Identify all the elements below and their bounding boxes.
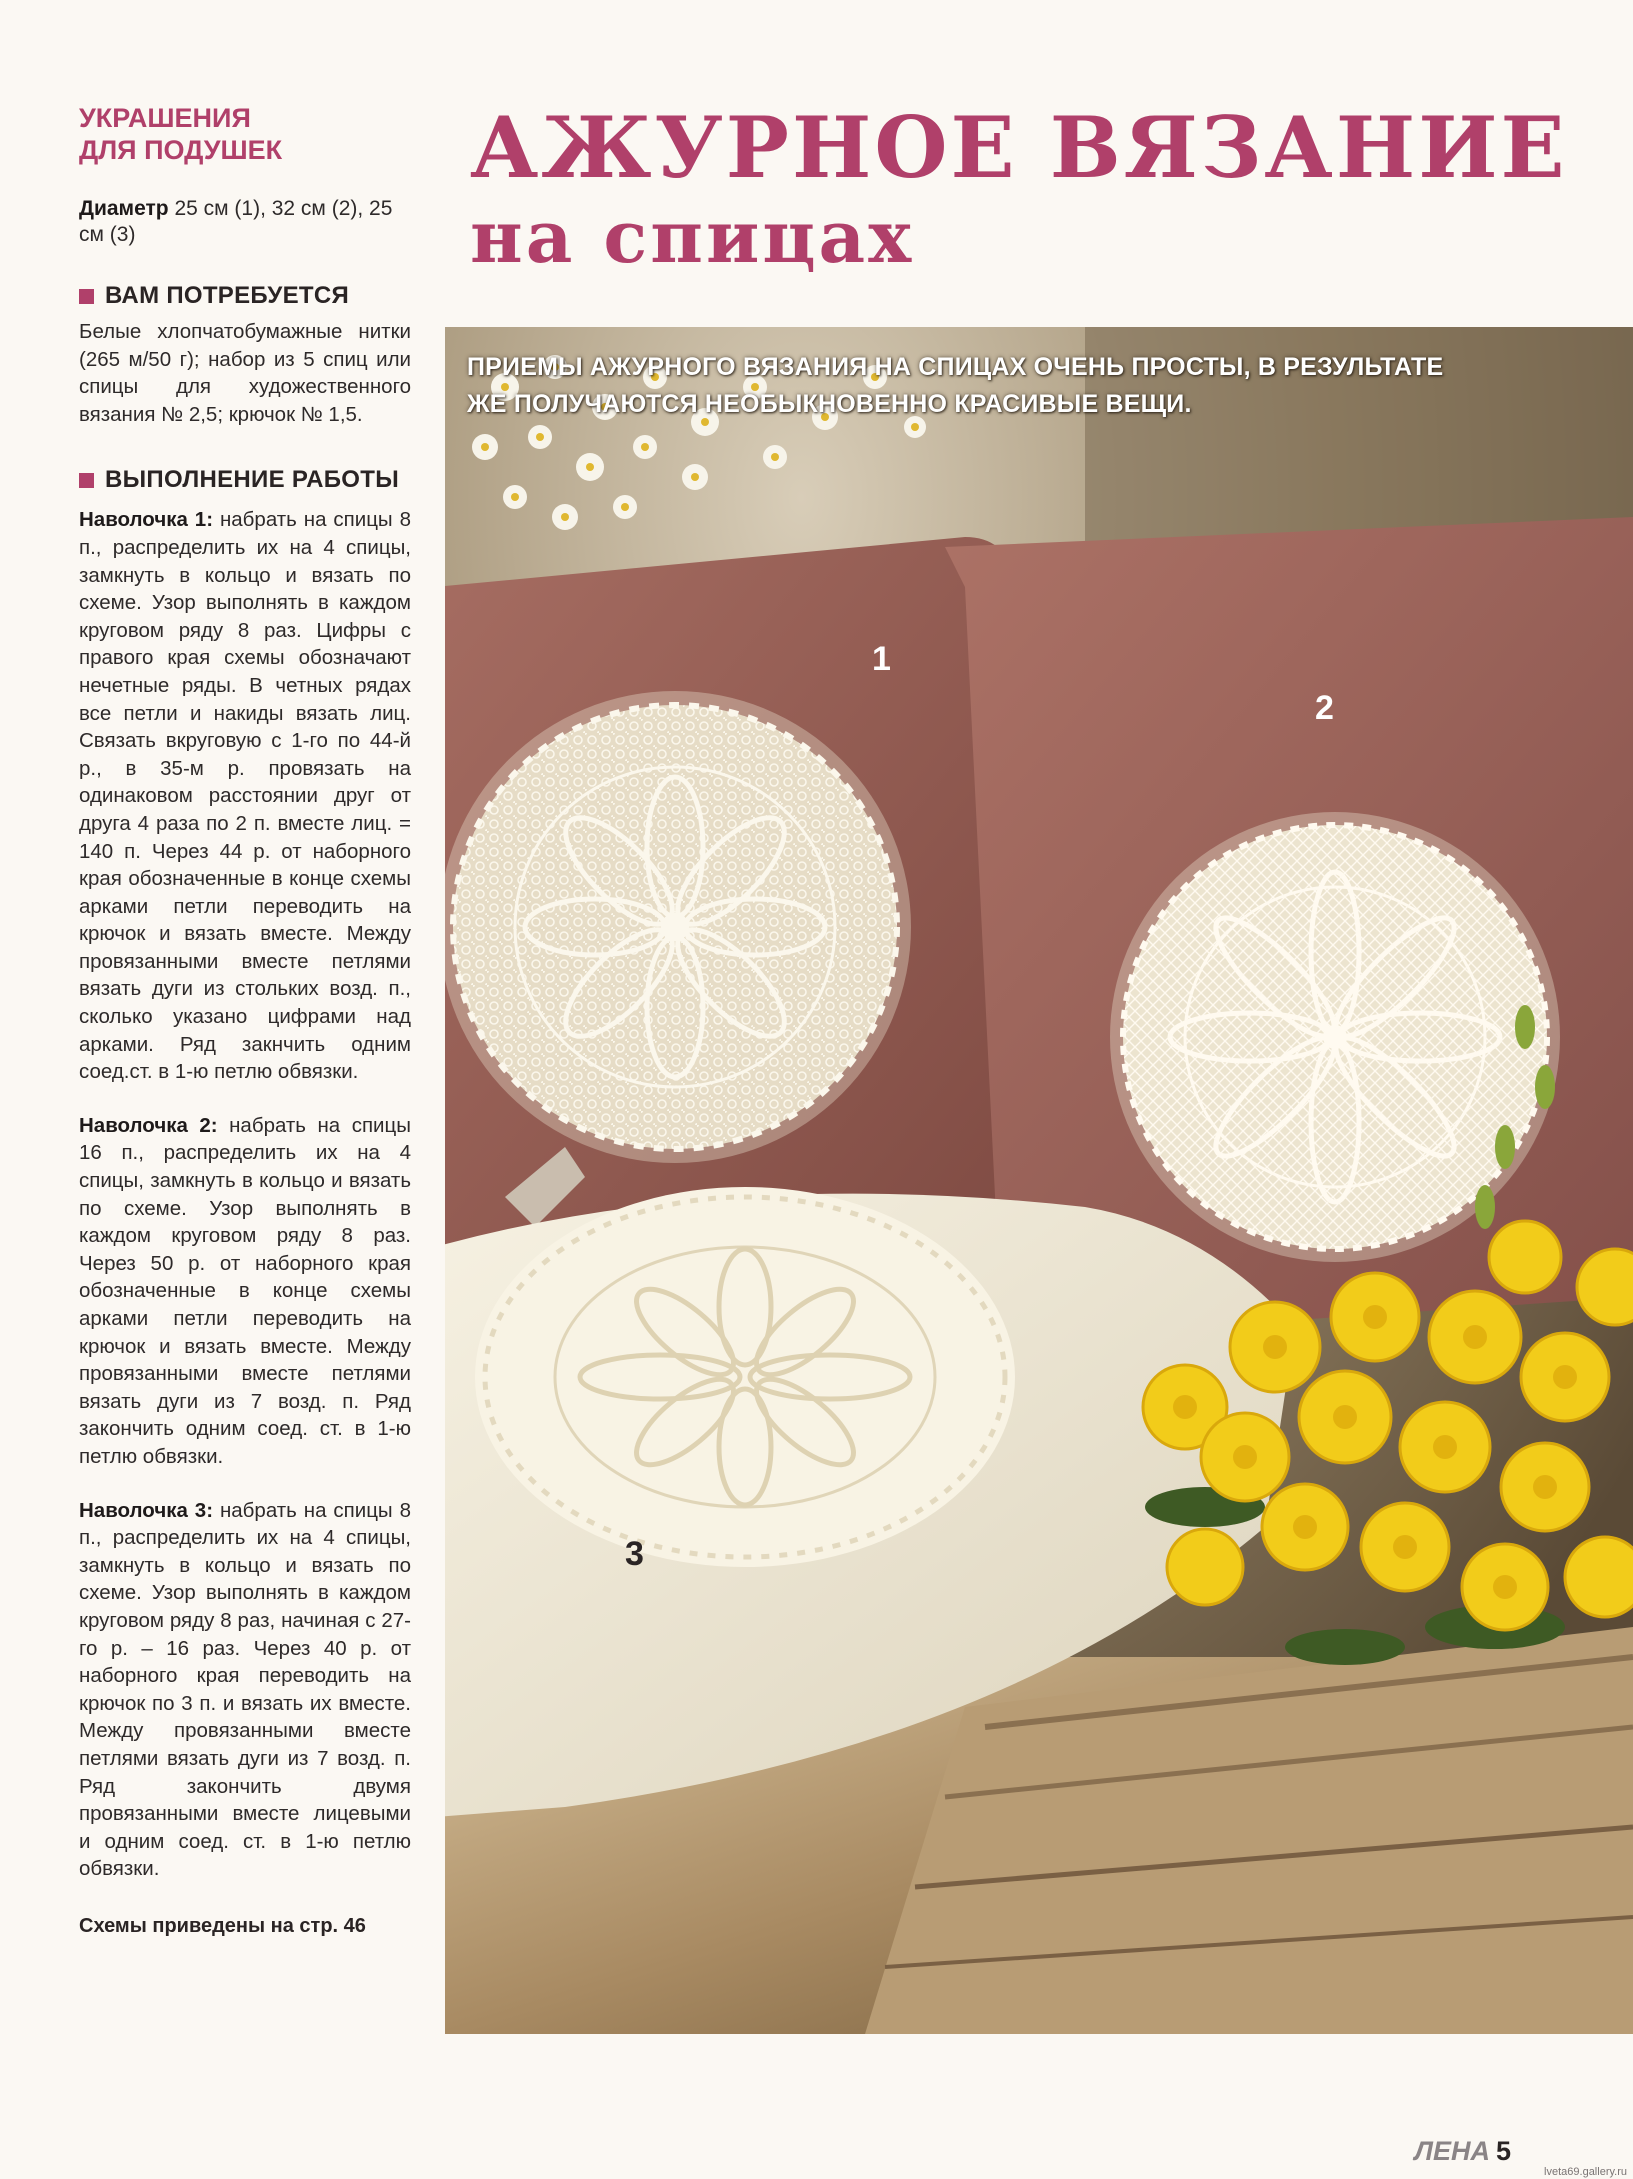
lead-text [467, 349, 1567, 423]
doily-3 [475, 1187, 1015, 1567]
pillow-number-1: 1 [872, 640, 891, 678]
section-label [79, 102, 411, 166]
image-credit: lveta69.gallery.ru [1544, 2166, 1627, 2178]
instruction-label: Наволочка 2: [79, 1113, 218, 1137]
photo-illustration [445, 327, 1633, 2034]
magazine-name: ЛЕНА [1414, 2136, 1490, 2166]
instruction-text: набрать на спицы 8 п., распределить их на 4 спицы, замкнуть в кольцо и вязать по схеме. Узор выполнять в каждом круговом ряду 8 раз, начиная с 27-го р. – 16 раз. Через 40 р. от наборного края переводить на крючок по 3 п. и вязать их вместе. Между провязанными вместе петлями вязать дуги из 7 возд. п. Ряд закончить двумя провязанными вместе лицевыми и одним соед. ст. в 1-ю петлю обвязки. [79, 1498, 411, 1881]
instruction-pillowcase-2 [79, 1112, 411, 1471]
schemes-note: Схемы приведены на стр. 46 [79, 1914, 366, 1937]
diameter-values: 25 см (1), 32 см (2), 25 см (3) [79, 197, 393, 246]
diameter-label: Диаметр [79, 197, 169, 220]
square-bullet-icon [79, 289, 94, 304]
instruction-pillowcase-1 [79, 506, 411, 1085]
diameter-info [79, 196, 411, 248]
pillow-number-2: 2 [1315, 689, 1334, 727]
work-heading-text: ВЫПОЛНЕНИЕ РАБОТЫ [105, 466, 399, 494]
materials-text: Белые хлопчатобумажные нитки (265 м/50 г); набор из 5 спиц или спицы для художественного вязания № 2,5; крючок № 1,5. [79, 320, 411, 426]
instruction-label: Наволочка 1: [79, 508, 214, 532]
section-label-line1: УКРАШЕНИЯ [79, 103, 251, 133]
lead-line2: ЖЕ ПОЛУЧАЮТСЯ НЕОБЫКНОВЕННО КРАСИВЫЕ ВЕЩИ. [467, 390, 1192, 418]
square-bullet-icon [79, 473, 94, 488]
materials-heading-text: ВАМ ПОТРЕБУЕТСЯ [105, 282, 350, 309]
text-column [79, 102, 411, 1939]
title-line2: на спицах [470, 194, 915, 279]
page-footer [1414, 2136, 1511, 2167]
title-line1: АЖУРНОЕ ВЯЗАНИЕ [470, 98, 1568, 197]
instruction-text: набрать на спицы 8 п., распределить их на 4 спицы, замкнуть в кольцо и вязать по схеме. Узор выполнять в каждом круговом ряду 8 раз. Цифры с правого края схемы обозначают нечетные ряды. В четных рядах все петли и накиды вязать лиц. Связать вкруговую с 1-го по 44-й р., в 35-м р. провязать на одинаковом расстоянии друг от друга 4 раза по 2 п. вместе лиц. = 140 п. Через 44 р. от наборного края обозначенные в конце схемы арками петли переводить на крючок и вязать вместе. Между провязанными вместе петлями вязать дуги из стольких возд. п., сколько указано цифрами над арками. Ряд закнчить одним соед.ст. в 1-ю петлю обвязки. [79, 508, 411, 1084]
section-label-line2: ДЛЯ ПОДУШЕК [79, 135, 283, 165]
instruction-pillowcase-3 [79, 1497, 411, 1883]
pillows-photo [445, 327, 1633, 2034]
lead-line1: ПРИЕМЫ АЖУРНОГО ВЯЗАНИЯ НА СПИЦАХ ОЧЕНЬ ПРОСТЫ, В РЕЗУЛЬТАТЕ [467, 353, 1444, 381]
article-title [470, 98, 1570, 282]
doily-1 [445, 691, 911, 1163]
instruction-text: набрать на спицы 16 п., распределить их на 4 спицы, замкнуть в кольцо и вязать по схеме. Узор выполнять в каждом круговом ряду 8 раз. Через 50 р. от наборного края обозначенные в конце схемы арками петли переводить на крючок и вязать вместе. Между провязанными вместе петлями вязать дуги из 7 возд. п. Ряд закончить одним соед. ст. в 1-ю петлю обвязки. [79, 1113, 411, 1468]
work-heading [79, 466, 411, 494]
pillow-number-3: 3 [625, 1535, 644, 1573]
materials-heading [79, 282, 411, 310]
page-number: 5 [1495, 2136, 1511, 2166]
instruction-label: Наволочка 3: [79, 1498, 214, 1522]
